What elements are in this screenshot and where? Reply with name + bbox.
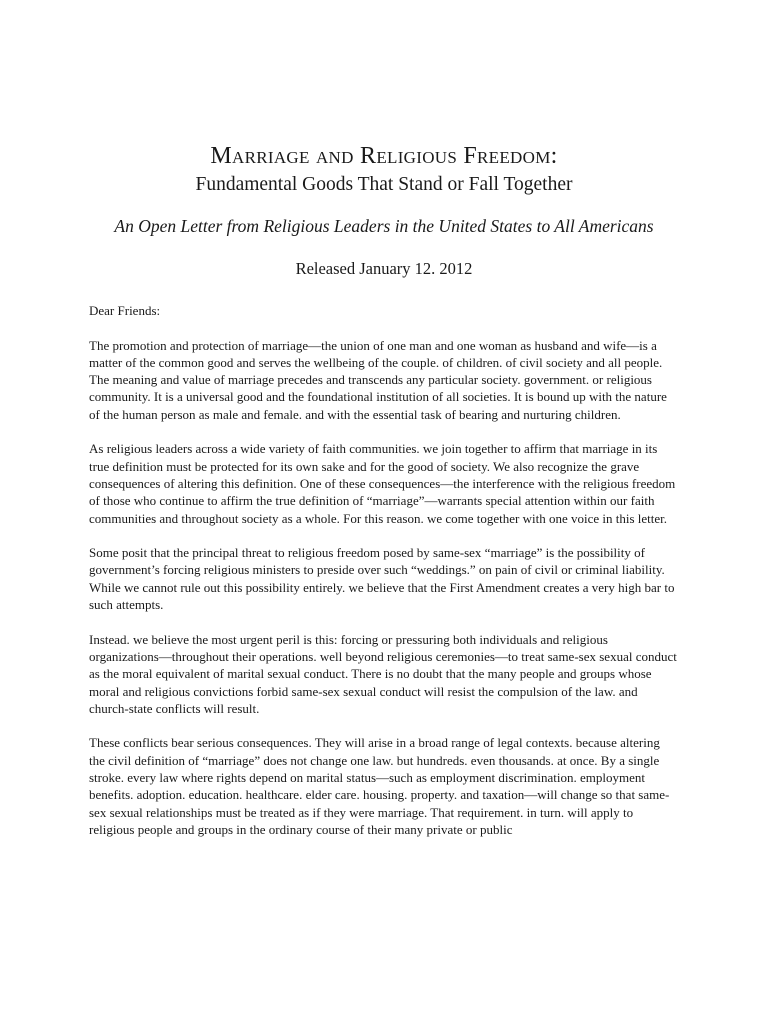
paragraph: Some posit that the principal threat to religious freedom posed by same-sex “marriage” is the possibility of government’s forcing religious ministers to preside over such “weddings.” on pain of civil or criminal liability. While we cannot rule out this possibility entirely. we believe that the First Amendment creates a very high bar to such attempts. [89, 545, 675, 613]
release-date: Released January 12. 2012 [295, 259, 473, 278]
letter-body [89, 302, 677, 856]
paragraph: As religious leaders across a wide variety of faith communities. we join together to affirm that marriage in its true definition must be protected for its own sake and for the good of society. We also recognize the grave consequences of altering this definition. One of these consequences—the interference with the religious freedom of those who continue to affirm the true definition of “marriage”—warrants special attention within our faith communities and throughout society as a whole. For this reason. we come together with one voice in this letter. [89, 441, 676, 526]
document-subtitle: Fundamental Goods That Stand or Fall Together [195, 174, 573, 195]
document-title: Marriage and Religious Freedom: [210, 143, 558, 169]
paragraph: These conflicts bear serious consequences. They will arise in a broad range of legal contexts. because altering the civil definition of “marriage” does not change one law. but hundreds. even thousands. at once. By a single stroke. every law where rights depend on marital status—such as employment discrimination. employment benefits. adoption. education. healthcare. elder care. housing. property. and taxation—will change so that same-sex sexual relationships must be treated as if they were marriage. That requirement. in turn. will apply to religious people and groups in the ordinary course of their many private or public [89, 735, 670, 837]
paragraph: The promotion and protection of marriage—the union of one man and one woman as husband and wife—is a matter of the common good and serves the wellbeing of the couple. of children. of civil society and all people. The meaning and value of marriage precedes and transcends any particular society. government. or religious community. It is a universal good and the foundational institution of all societies. It is bound up with the nature of the human person as male and female. and with the essential task of bearing and nurturing children. [89, 337, 667, 422]
salutation: Dear Friends: [89, 303, 161, 318]
document-tagline: An Open Letter from Religious Leaders in the United States to All Americans [114, 216, 654, 236]
paragraph: Instead. we believe the most urgent peril is this: forcing or pressuring both individuals and religious organizations—throughout their operations. well beyond religious ceremonies—to treat same-sex sexual conduct as the moral equivalent of marital sexual conduct. There is no doubt that the many people and groups whose moral and religious convictions forbid same-sex sexual conduct will resist the compulsion of the law. and church-state conflicts will result. [89, 631, 677, 716]
